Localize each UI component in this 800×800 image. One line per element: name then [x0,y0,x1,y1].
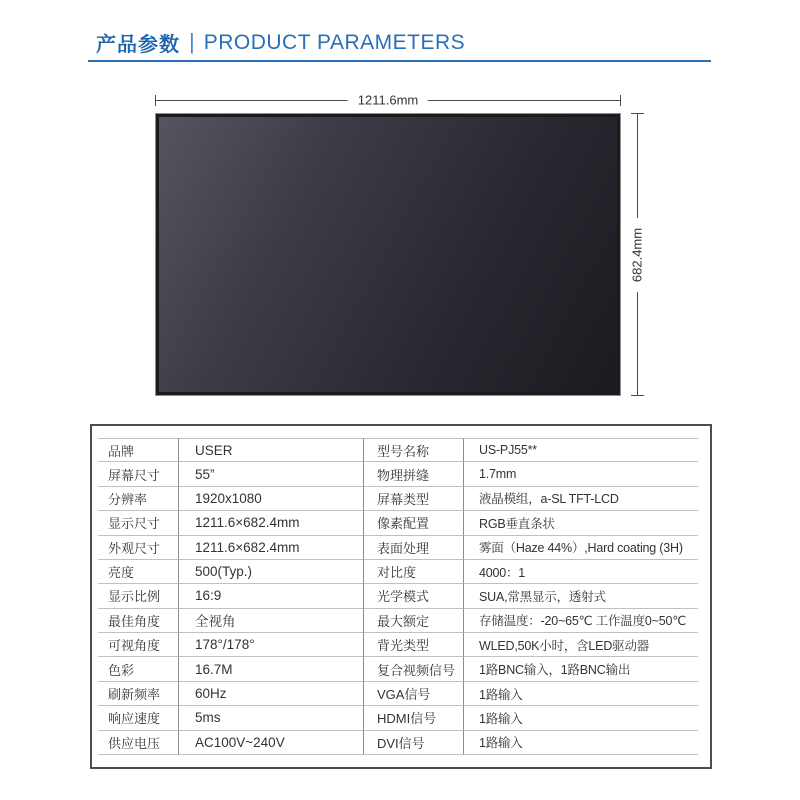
spec-value: SUA,常黑显示，透射式 [464,584,698,608]
spec-value: AC100V~240V [179,731,364,755]
spec-label: 对比度 [364,560,464,584]
specs-grid [98,438,698,755]
spec-label: 像素配置 [364,511,464,535]
dimension-tick-left [155,95,156,106]
spec-value: 4000：1 [464,560,698,584]
spec-label: VGA信号 [364,682,464,706]
spec-label: 最佳角度 [98,609,179,633]
spec-label: 分辨率 [98,487,179,511]
spec-value: WLED,50K小时，含LED驱动器 [464,633,698,657]
height-dimension-label: 682.4mm [630,217,645,291]
spec-label: 光学模式 [364,584,464,608]
spec-label: HDMI信号 [364,706,464,730]
page-title-cn: 产品参数 [96,34,180,56]
spec-label: DVI信号 [364,731,464,755]
spec-label: 刷新频率 [98,682,179,706]
spec-value: 全视角 [179,609,364,633]
spec-label: 型号名称 [364,438,464,462]
spec-value: 1路输入 [464,682,698,706]
spec-value: 1路输入 [464,731,698,755]
spec-value: 1211.6×682.4mm [179,511,364,535]
spec-label: 屏幕类型 [364,487,464,511]
spec-value: 1路输入 [464,706,698,730]
monitor-screen [159,117,617,392]
width-dimension [155,92,621,108]
spec-label: 品牌 [98,438,179,462]
dimension-tick-top [631,113,644,114]
height-dimension [628,113,646,396]
spec-value: US-PJ55** [464,438,698,462]
spec-label: 复合视频信号 [364,657,464,681]
page-title-en: PRODUCT PARAMETERS [203,30,466,54]
monitor-image [155,113,621,396]
spec-value: 5ms [179,706,364,730]
page-header [96,28,465,57]
spec-label: 表面处理 [364,536,464,560]
spec-label: 显示比例 [98,584,179,608]
spec-value: USER [179,438,364,462]
spec-value: 60Hz [179,682,364,706]
width-dimension-label: 1211.6mm [348,93,428,108]
spec-value: 16:9 [179,584,364,608]
spec-value: 55” [179,462,364,486]
spec-label: 响应速度 [98,706,179,730]
spec-value: 存储温度：-20~65℃ 工作温度0~50℃ [464,609,698,633]
title-separator: | [189,28,195,54]
spec-value: 1920x1080 [179,487,364,511]
spec-value: 液晶模组，a-SL TFT-LCD [464,487,698,511]
spec-label: 亮度 [98,560,179,584]
spec-value: 16.7M [179,657,364,681]
spec-label: 背光类型 [364,633,464,657]
spec-label: 最大额定 [364,609,464,633]
spec-value: 178°/178° [179,633,364,657]
spec-value: 1.7mm [464,462,698,486]
dimension-tick-right [620,95,621,106]
dimension-tick-bottom [631,395,644,396]
spec-value: RGB垂直条状 [464,511,698,535]
spec-value: 1211.6×682.4mm [179,536,364,560]
spec-label: 物理拼缝 [364,462,464,486]
specs-table [90,424,712,769]
spec-label: 供应电压 [98,731,179,755]
spec-label: 可视角度 [98,633,179,657]
spec-value: 1路BNC输入，1路BNC输出 [464,657,698,681]
spec-label: 屏幕尺寸 [98,462,179,486]
header-rule [88,60,711,62]
spec-label: 色彩 [98,657,179,681]
spec-value: 500(Typ.) [179,560,364,584]
spec-label: 外观尺寸 [98,536,179,560]
spec-label: 显示尺寸 [98,511,179,535]
spec-value: 雾面（Haze 44%）,Hard coating (3H) [464,536,698,560]
